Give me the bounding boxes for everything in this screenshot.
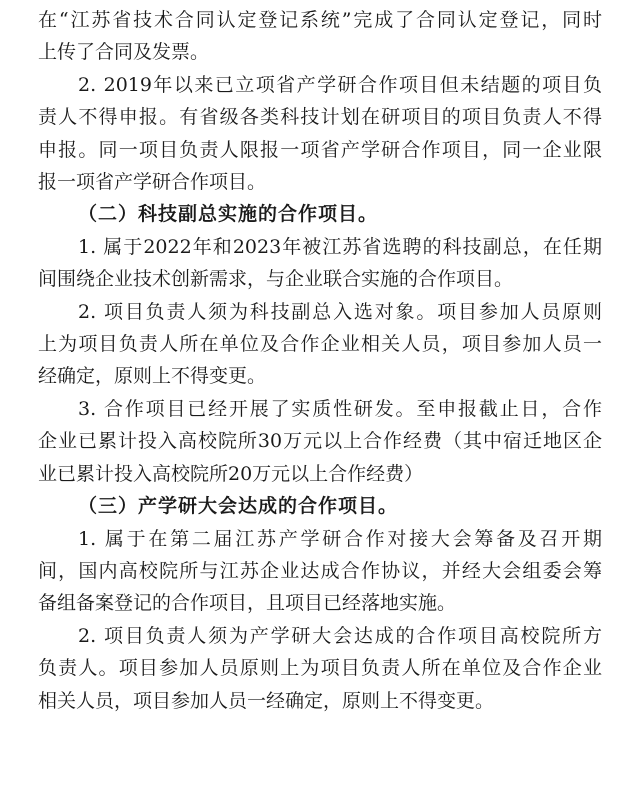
text-line: 间，国内高校院所与江苏企业达成合作协议，并经大会组委会筹 (38, 559, 602, 582)
text-line: 上为项目负责人所在单位及合作企业相关人员，项目参加人员一 (38, 333, 602, 356)
text-line: 业已累计投入高校院所20万元以上合作经费） (38, 462, 424, 485)
text-line: 企业已累计投入高校院所30万元以上合作经费（其中宿迁地区企 (38, 430, 602, 453)
paragraph-item (38, 69, 602, 199)
text-line: 2. 项目负责人须为科技副总入选对象。项目参加人员原则 (78, 300, 602, 323)
text-line: 2. 项目负责人须为产学研大会达成的合作项目高校院所方 (78, 624, 602, 647)
paragraph-item (38, 523, 602, 620)
text-line: 申报。同一项目负责人限报一项省产学研合作项目，同一企业限 (38, 138, 602, 161)
paragraph-item (38, 296, 602, 393)
text-line: 3. 合作项目已经开展了实质性研发。至申报截止日，合作 (78, 397, 602, 420)
text-line: 报一项省产学研合作项目。 (38, 171, 267, 194)
text-line: 负责人。项目参加人员原则上为项目负责人所在单位及合作企业 (38, 657, 602, 680)
text-line: 1. 属于2022年和2023年被江苏省选聘的科技副总，在任期 (78, 235, 602, 258)
text-line: 相关人员，项目参加人员一经确定，原则上不得变更。 (38, 689, 495, 712)
text-line: 2. 2019年以来已立项省产学研合作项目但未结题的项目负 (78, 73, 602, 96)
text-line: 间围绕企业技术创新需求，与企业联合实施的合作项目。 (38, 268, 514, 291)
paragraph-item (38, 620, 602, 717)
section-heading (38, 198, 602, 230)
heading-text: （三）产学研大会达成的合作项目。 (78, 495, 399, 518)
paragraph-item (38, 231, 602, 296)
text-line: 在“江苏省技术合同认定登记系统”完成了合同认定登记，同时 (38, 9, 602, 31)
paragraph-item (38, 393, 602, 490)
text-line: 上传了合同及发票。 (38, 41, 210, 64)
paragraph-continuation (38, 4, 602, 69)
section-heading (38, 490, 602, 522)
text-line: 1. 属于在第二届江苏产学研合作对接大会筹备及召开期 (78, 527, 602, 550)
heading-text: （二）科技副总实施的合作项目。 (78, 203, 379, 226)
text-line: 责人不得申报。有省级各类科技计划在研项目的项目负责人不得 (38, 106, 602, 129)
text-line: 备组备案登记的合作项目，且项目已经落地实施。 (38, 592, 457, 615)
text-line: 经确定，原则上不得变更。 (38, 365, 267, 388)
